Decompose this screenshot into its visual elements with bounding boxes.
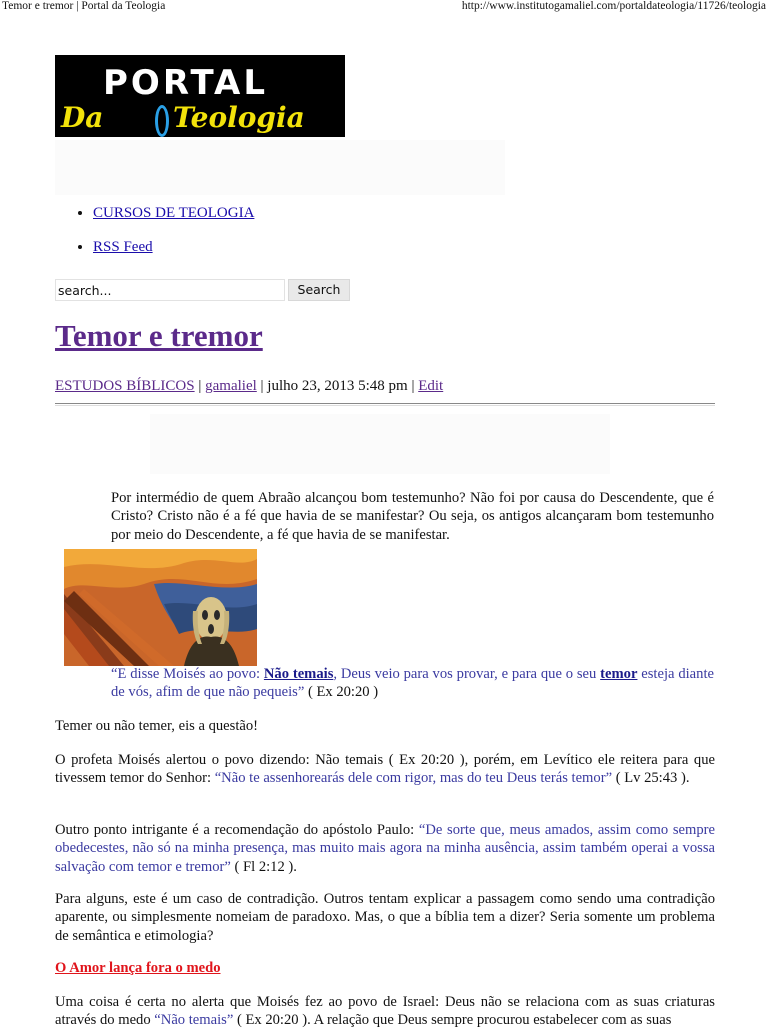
- nav-link-rss[interactable]: RSS Feed: [93, 239, 153, 255]
- site-nav: [55, 205, 254, 273]
- post-date: | julho 23, 2013 5:48 pm |: [256, 378, 419, 394]
- logo-wordmark-teologia: Teologia: [173, 101, 305, 134]
- paragraph-question: Temer ou não temer, eis a questão!: [55, 718, 259, 734]
- p3-end: ( Fl 2:12 ).: [230, 858, 297, 875]
- scream-painting-image: [64, 549, 257, 666]
- p3-start: Outro ponto intrigante é a recomendação do apóstolo Paulo:: [55, 822, 419, 838]
- quote-bold-nao-temais[interactable]: Não temais: [263, 666, 334, 682]
- p2-quote: “Não te assenhorearás dele com rigor, mas do teu Deus terás temor”: [214, 770, 613, 787]
- print-page-title: Temor e tremor | Portal da Teologia: [2, 0, 166, 12]
- logo-wordmark-da: Da: [61, 101, 104, 134]
- paragraph-amor: [55, 993, 715, 1030]
- bible-quote-paragraph: [111, 665, 714, 702]
- post-edit-link[interactable]: Edit: [418, 378, 444, 394]
- quote-bold-temor[interactable]: temor: [600, 666, 638, 682]
- meta-divider-shadow: [55, 405, 715, 406]
- site-logo[interactable]: [55, 55, 345, 137]
- section-heading: O Amor lança fora o medo: [55, 960, 221, 976]
- search-input[interactable]: search...: [55, 279, 285, 301]
- meta-separator: |: [194, 378, 206, 394]
- p2-start: O profeta Moisés alertou o povo dizendo: Não temais ( Ex 20:20 ), porém, em Levítico ele reitera para que tivessem temor do Senhor:: [55, 752, 715, 787]
- nav-item-rss: [93, 239, 254, 256]
- logo-o-mark: [155, 105, 169, 137]
- p3-quote: “De sorte que, meus amados, assim como sempre obedecestes, não só na minha presença, mas muito mais agora na minha ausência, assim também operai a vossa salvação com temor e tremor”: [55, 822, 715, 875]
- intro-paragraph: Por intermédio de quem Abraão alcançou bom testemunho? Não foi por causa do Descendente, que é Cristo? Cristo não é a fé que havia de se manifestar? Ou seja, os antigos alcançaram bom testemunho por meio do Descendente, a fé que havia de se manifestar.: [111, 490, 714, 543]
- p2-end: ( Lv 25:43 ).: [612, 770, 690, 787]
- nav-link-cursos[interactable]: CURSOS DE TEOLOGIA: [93, 205, 255, 221]
- paragraph-moises: [55, 751, 715, 788]
- paragraph-contradicao: Para alguns, este é um caso de contradição. Outros tentam explicar a passagem como sendo uma contradição aparente, ou simplesmente nomeiam de paradoxo. Mas, o que a bíblia tem a dizer? Seria somente um problema de semântica e etimologia?: [55, 891, 715, 944]
- quote-reference: ( Ex 20:20 ): [304, 684, 379, 701]
- nav-item-cursos: [93, 205, 254, 222]
- print-header: [0, 0, 768, 16]
- search-button[interactable]: Search: [288, 279, 350, 301]
- p5-start: Uma coisa é certa no alerta que Moisés fez ao povo de Israel: Deus não se relaciona com as suas criaturas através do medo: [55, 994, 715, 1029]
- quote-mid: , Deus veio para vos provar, e para que o seu: [333, 666, 601, 682]
- ad-banner-placeholder: [55, 140, 505, 195]
- paragraph-paulo: [55, 821, 715, 876]
- p5-quote: “Não temais”: [154, 1012, 234, 1029]
- meta-divider: [55, 403, 715, 404]
- post-category-link[interactable]: ESTUDOS BÍBLICOS: [55, 378, 195, 394]
- ad-inline-placeholder: [150, 414, 610, 474]
- quote-open: “E disse Moisés ao povo:: [111, 666, 264, 682]
- p5-end: ( Ex 20:20 ). A relação que Deus sempre procurou estabelecer com as suas: [233, 1012, 672, 1029]
- logo-wordmark-top: PORTAL: [103, 63, 269, 103]
- post-meta: [55, 378, 443, 395]
- print-page-url: http://www.institutogamaliel.com/portaldateologia/11726/teologia: [461, 0, 766, 12]
- post-author-link[interactable]: gamaliel: [205, 378, 257, 394]
- post-title[interactable]: Temor e tremor: [55, 318, 263, 353]
- quote-end: esteja diante de vós, afim de que não pequeis”: [111, 666, 714, 701]
